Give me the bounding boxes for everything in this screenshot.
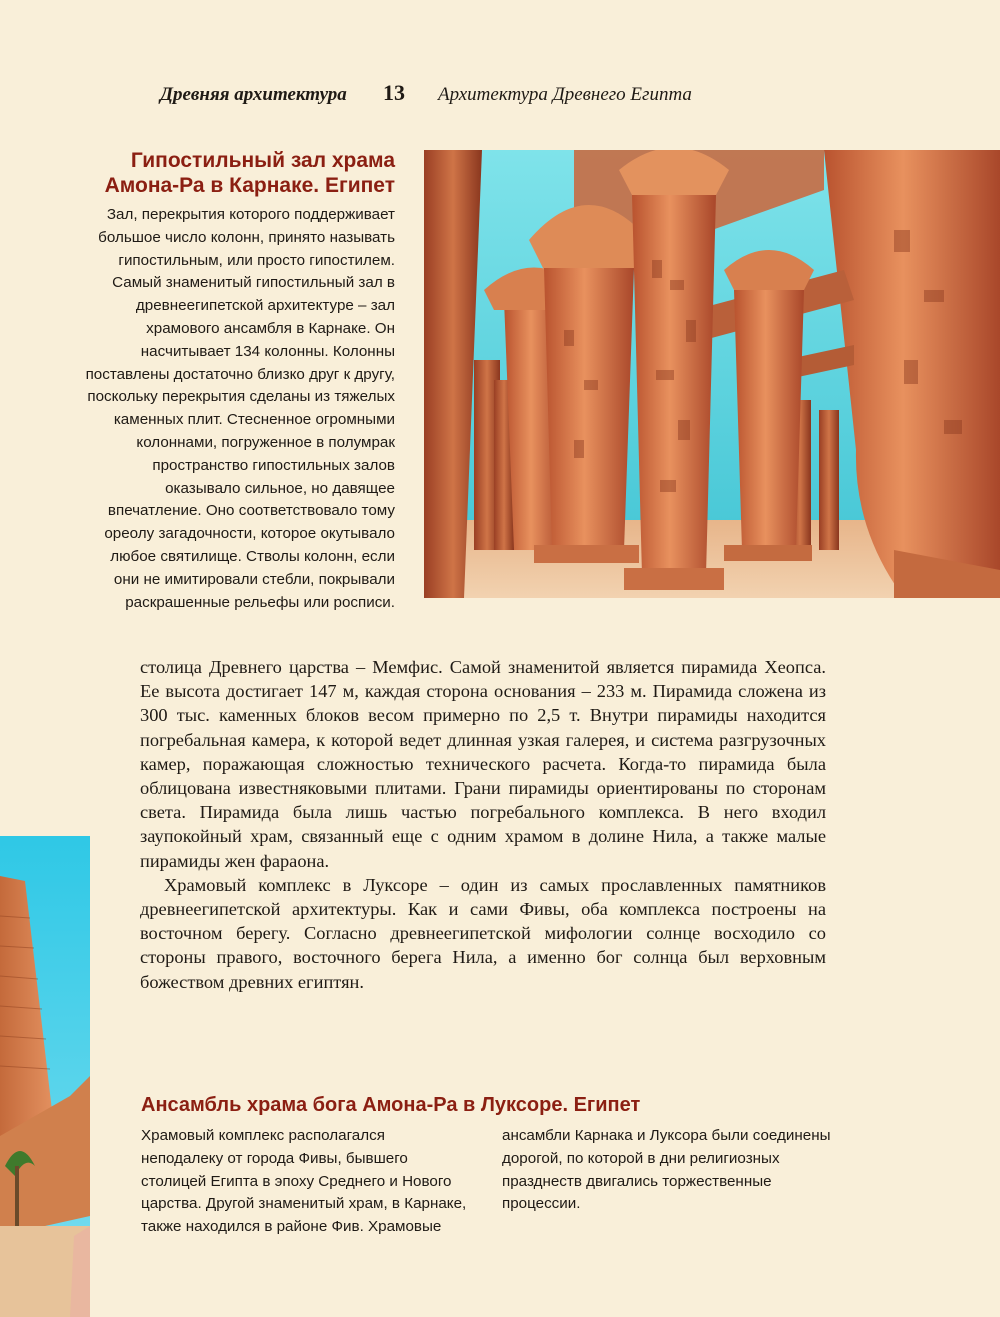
page-number: 13 xyxy=(383,80,405,105)
luxor-caption-body: Храмовый комплекс располагался неподалеку от города Фивы, бывшего столицей Египта в эпоху Среднего и Нового царства. Другой знаменитый храм, в Карнаке, также находился в районе Фив. Храмовые ансамбли Карнака и Луксора были соединены дорогой, по которой в дни религиозных празднеств двигались торжественные процессии. xyxy=(141,1127,831,1236)
luxor-caption-title: Ансамбль храма бога Амона-Ра в Луксоре. Египет xyxy=(141,1094,641,1116)
luxor-pylon-illustration xyxy=(0,836,90,1317)
karnak-hypostyle-photo xyxy=(424,150,1000,598)
karnak-caption-title: Гипостильный зал храма Амона-Ра в Карнаке. Египет xyxy=(104,149,395,197)
karnak-columns-illustration xyxy=(424,150,1000,598)
section-title: Древняя архитектура xyxy=(160,84,347,105)
luxor-caption-body-columns xyxy=(141,1125,831,1239)
main-paragraph: столица Древнего царства – Мемфис. Самой знаменитой является пирамида Хеопса. Ее высота достигает 147 м, каждая сторона основания – 233 м. Пирамида сложена из 300 тыс. каменных блоков весом примерно по 2,5 т. Внутри пирамиды находится погребальная камера, к которой ведет длинная узкая галерея, и система разгрузочных камер, поражающая сложностью технического расчета. Когда-то пирамида была облицована известняковыми плитами. Грани пирамиды ориентированы по сторонам света. Пирамида была лишь частью погребального комплекса. В него входил заупокойный храм, связанный еще с одним храмом в долине Нила, а также малые пирамиды жен фараона. xyxy=(140,657,826,871)
karnak-caption-body: Зал, перекрытия которого поддерживает большое число колонн, принято называть гипостильным, или просто гипостилем. Самый знаменитый гипостильный зал в древнеегипетской архитектуре – зал храмового ансамбля в Карнаке. Он насчитывает 134 колонны. Колонны поставлены достаточно близко друг к другу, поскольку перекрытия сделаны из тяжелых каменных плит. Стесненное огромными колоннами, погруженное в полумрак пространство гипостильных залов оказывало сильное, но давящее впечатление. Оно соответствовало тому ореолу загадочности, которое окутывало любое святилище. Стволы колонн, если они не имитировали стебли, покрывали раскрашенные рельефы или росписи. xyxy=(85,206,395,611)
main-article-text xyxy=(140,655,826,994)
luxor-temple-photo xyxy=(0,836,90,1317)
karnak-caption xyxy=(85,148,395,614)
main-paragraph: Храмовый комплекс в Луксоре – один из самых прославленных памятников древнеегипетской архитектуры. Как и сами Фивы, оба комплекса построены на восточном берегу. Согласно древнеегипетской мифологии солнце восходило со стороны правого, восточного берега Нила, а именно бог солнца был верховным божеством древних египтян. xyxy=(140,874,826,992)
running-header xyxy=(0,80,1000,110)
chapter-title: Архитектура Древнего Египта xyxy=(438,84,692,105)
